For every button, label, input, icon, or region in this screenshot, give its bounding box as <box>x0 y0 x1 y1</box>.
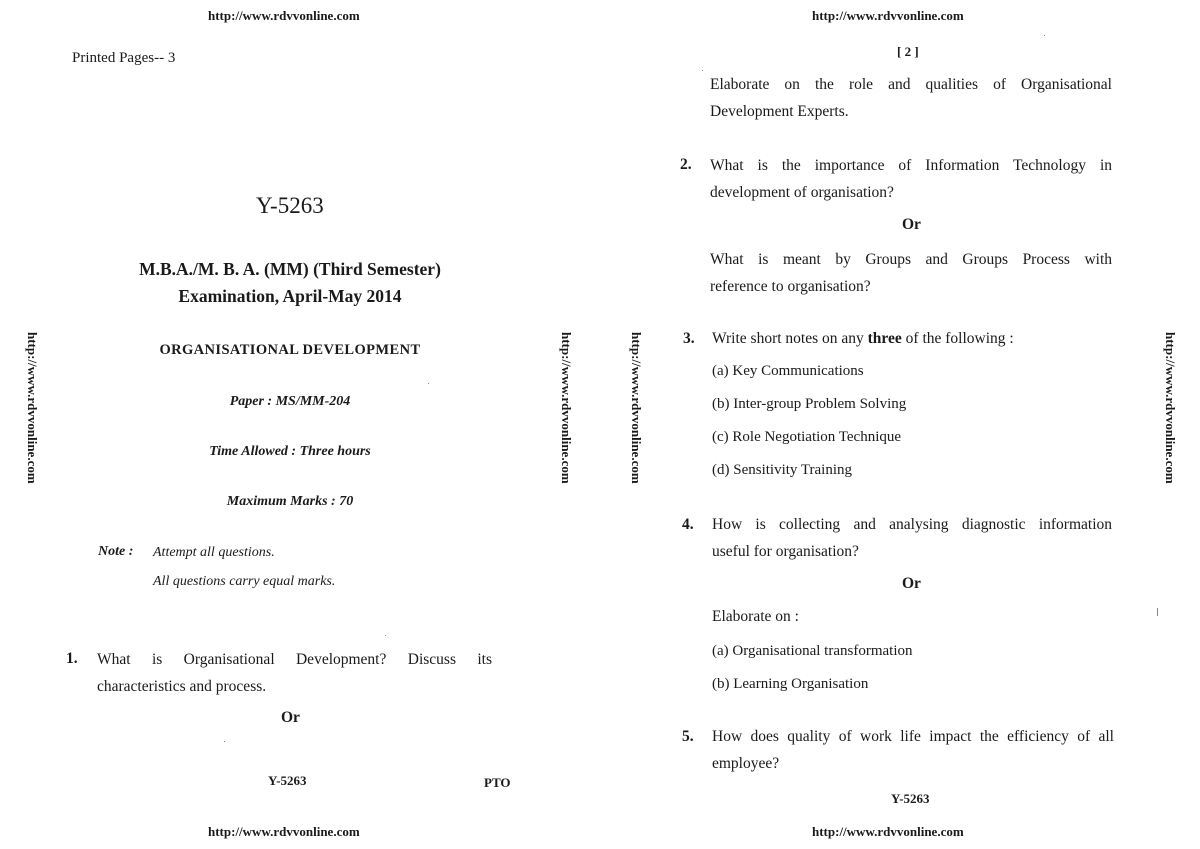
footer-url-right[interactable]: http://www.rdvvonline.com <box>812 824 964 839</box>
page2-footer-code: Y-5263 <box>891 791 930 806</box>
q2-line-1: What is the importance of Information Technology in <box>710 157 1112 174</box>
scan-speck <box>428 383 429 384</box>
scan-speck <box>385 635 386 636</box>
q3-number: 3. <box>683 330 695 347</box>
footer-url-left[interactable]: http://www.rdvvonline.com <box>208 824 360 839</box>
page1-footer-pto: PTO <box>484 775 511 790</box>
q2-number: 2. <box>680 156 692 173</box>
q1-alt-line-2: Development Experts. <box>710 103 849 120</box>
max-marks: Maximum Marks : 70 <box>226 494 354 509</box>
side-url-far-right: http://www.rdvvonline.com <box>1163 332 1178 484</box>
q4-text <box>712 511 1112 565</box>
note-line-1: Attempt all questions. <box>153 545 275 560</box>
note-label: Note : <box>98 544 134 559</box>
side-url-mid-left: http://www.rdvvonline.com <box>559 332 574 484</box>
time-allowed: Time Allowed : Three hours <box>209 444 371 459</box>
scan-speck <box>1157 608 1158 616</box>
q3-text <box>712 325 1014 352</box>
scan-speck <box>702 70 703 71</box>
q3-text-pre: Write short notes on any <box>712 330 868 347</box>
q5-number: 5. <box>682 728 694 745</box>
q5-text <box>712 723 1114 777</box>
paper-code: Y-5263 <box>256 193 324 218</box>
list-item: (b) Learning Organisation <box>712 676 869 692</box>
page-number: [ 2 ] <box>897 44 919 59</box>
header-url-left[interactable]: http://www.rdvvonline.com <box>208 8 360 23</box>
side-url-far-left: http://www.rdvvonline.com <box>25 332 40 484</box>
q4-line-1: How is collecting and analysing diagnostic information <box>712 516 1112 533</box>
q4-alt-intro: Elaborate on : <box>712 608 799 625</box>
q2-line-2: development of organisation? <box>710 184 894 201</box>
q4-list <box>712 635 913 701</box>
page1-footer-code: Y-5263 <box>268 773 307 788</box>
q1-line-2: characteristics and process. <box>97 678 267 695</box>
list-item: (c) Role Negotiation Technique <box>712 429 902 445</box>
q2-alt-line-1: What is meant by Groups and Groups Process with <box>710 251 1112 268</box>
q3-text-post: of the following : <box>901 330 1014 347</box>
q4-line-2: useful for organisation? <box>712 543 859 560</box>
q2-alternative <box>710 246 1112 300</box>
list-item: (a) Key Communications <box>712 363 864 379</box>
paper-number: Paper : MS/MM-204 <box>229 394 351 409</box>
printed-pages: Printed Pages-- 3 <box>72 50 176 66</box>
header-url-right[interactable]: http://www.rdvvonline.com <box>812 8 964 23</box>
list-item: (a) Organisational transformation <box>712 643 913 659</box>
list-item: (d) Sensitivity Training <box>712 462 853 478</box>
q1-number: 1. <box>66 650 78 667</box>
q2-or: Or <box>902 216 921 233</box>
scan-speck <box>1044 35 1045 36</box>
scan-speck <box>224 741 225 742</box>
q2-alt-line-2: reference to organisation? <box>710 278 871 295</box>
q1-or: Or <box>281 709 300 726</box>
q3-text-bold: three <box>867 330 902 347</box>
note-line-2: All questions carry equal marks. <box>153 574 336 589</box>
list-item: (b) Inter-group Problem Solving <box>712 396 907 412</box>
q5-line-2: employee? <box>712 755 780 772</box>
subject-title: ORGANISATIONAL DEVELOPMENT <box>159 342 421 358</box>
side-url-mid-right: http://www.rdvvonline.com <box>629 332 644 484</box>
q4-or: Or <box>902 575 921 592</box>
q1-alternative <box>710 71 1112 125</box>
q3-list <box>712 355 906 487</box>
q5-line-1: How does quality of work life impact the efficiency of all <box>712 728 1114 745</box>
q1-alt-line-1: Elaborate on the role and qualities of Organisational <box>710 76 1112 93</box>
q1-text <box>97 646 492 700</box>
exam-title: Examination, April-May 2014 <box>178 286 402 306</box>
q4-number: 4. <box>682 516 694 533</box>
course-title: M.B.A./M. B. A. (MM) (Third Semester) <box>139 259 441 279</box>
q1-line-1: What is Organisational Development? Discuss its <box>97 651 492 668</box>
q2-text <box>710 152 1112 206</box>
